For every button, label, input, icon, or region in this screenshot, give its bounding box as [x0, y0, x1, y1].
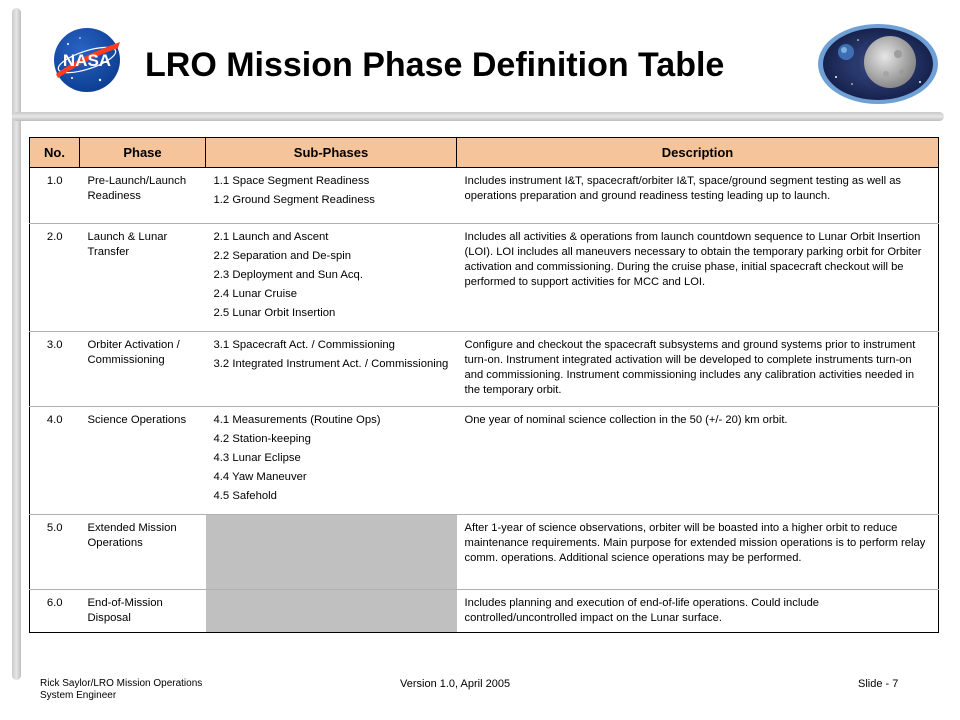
header-no: No. [30, 138, 80, 168]
cell-description: Configure and checkout the spacecraft subsystems and ground systems prior to instrument turn-on. Instrument integrated activation will be developed to complete instruments turn-on and commissioning. Instrument commissioning includes any calibration activities needed in the temporary orbit. [457, 332, 939, 407]
sub-phase-item: 1.2 Ground Segment Readiness [213, 194, 375, 206]
cell-description: Includes instrument I&T, spacecraft/orbiter I&T, space/ground segment testing as well as operations preparation and ground readiness testing leading up to launch. [457, 168, 939, 224]
sub-phase-item: 2.2 Separation and De-spin [213, 250, 352, 262]
sub-phase-item: 4.1 Measurements (Routine Ops) [213, 414, 381, 426]
sub-phase-item: 2.1 Launch and Ascent [213, 231, 329, 243]
header-phase: Phase [80, 138, 206, 168]
cell-no: 3.0 [30, 332, 80, 407]
sub-phase-item: 4.3 Lunar Eclipse [213, 452, 301, 464]
cell-sub-phases-empty [206, 515, 457, 590]
table-row [30, 224, 939, 332]
svg-text:NASA: NASA [62, 51, 112, 70]
sub-phase-item: 3.1 Spacecraft Act. / Commissioning [213, 339, 395, 351]
sub-phase-item: 1.1 Space Segment Readiness [213, 175, 370, 187]
cell-sub-phases-empty [206, 590, 457, 633]
footer-slide-number: Slide - 7 [858, 678, 899, 690]
footer-author-line2: System Engineer [40, 690, 117, 701]
cell-phase: Pre-Launch/Launch Readiness [80, 168, 206, 224]
sub-phase-item: 4.2 Station-keeping [213, 433, 311, 445]
footer-version: Version 1.0, April 2005 [400, 678, 511, 690]
table-row [30, 168, 939, 224]
nasa-logo-icon [50, 26, 124, 94]
cell-description: One year of nominal science collection in the 50 (+/- 20) km orbit. [457, 407, 939, 515]
cell-sub-phases [206, 332, 457, 407]
table-row [30, 590, 939, 633]
table-row [30, 332, 939, 407]
table-row [30, 407, 939, 515]
phase-definition-table [29, 137, 939, 633]
cell-sub-phases [206, 407, 457, 515]
cell-description: After 1-year of science observations, orbiter will be boasted into a higher orbit to reduce maintenance requirements. Main purpose for extended mission operations is to perform relay comm. operations. Additional science operations may be performed. [457, 515, 939, 590]
cell-no: 5.0 [30, 515, 80, 590]
cell-no: 1.0 [30, 168, 80, 224]
cell-sub-phases [206, 168, 457, 224]
cell-sub-phases [206, 224, 457, 332]
sub-phase-item: 4.4 Yaw Maneuver [213, 471, 307, 483]
footer-author [40, 678, 260, 702]
footer-author-line1: Rick Saylor/LRO Mission Operations [40, 678, 203, 689]
sub-phase-item: 3.2 Integrated Instrument Act. / Commissioning [213, 358, 449, 370]
cell-phase: Launch & Lunar Transfer [80, 224, 206, 332]
cell-phase: Extended Mission Operations [80, 515, 206, 590]
slide-title: LRO Mission Phase Definition Table [145, 46, 725, 84]
table-row [30, 515, 939, 590]
frame-rail-horizontal [12, 112, 944, 121]
sub-phase-item: 4.5 Safehold [213, 490, 277, 502]
cell-no: 4.0 [30, 407, 80, 515]
cell-phase: End-of-Mission Disposal [80, 590, 206, 633]
cell-no: 6.0 [30, 590, 80, 633]
cell-phase: Orbiter Activation / Commissioning [80, 332, 206, 407]
cell-no: 2.0 [30, 224, 80, 332]
cell-description: Includes all activities & operations from launch countdown sequence to Lunar Orbit Insertion (LOI). LOI includes all maneuvers necessary to obtain the temporary parking orbit for Orbiter activation and commissioning. During the cruise phase, initial spacecraft checkout will be performed to support activities for MCC and LOI. [457, 224, 939, 332]
frame-rail-vertical [12, 8, 21, 680]
cell-phase: Science Operations [80, 407, 206, 515]
header-description: Description [457, 138, 939, 168]
cell-description: Includes planning and execution of end-of-life operations. Could include controlled/uncontrolled impact on the Lunar surface. [457, 590, 939, 633]
sub-phase-item: 2.4 Lunar Cruise [213, 288, 298, 300]
header-sub-phases: Sub-Phases [206, 138, 457, 168]
table-header-row [30, 138, 939, 168]
lro-patch-icon [816, 22, 940, 106]
sub-phase-item: 2.5 Lunar Orbit Insertion [213, 307, 336, 319]
sub-phase-item: 2.3 Deployment and Sun Acq. [213, 269, 363, 281]
